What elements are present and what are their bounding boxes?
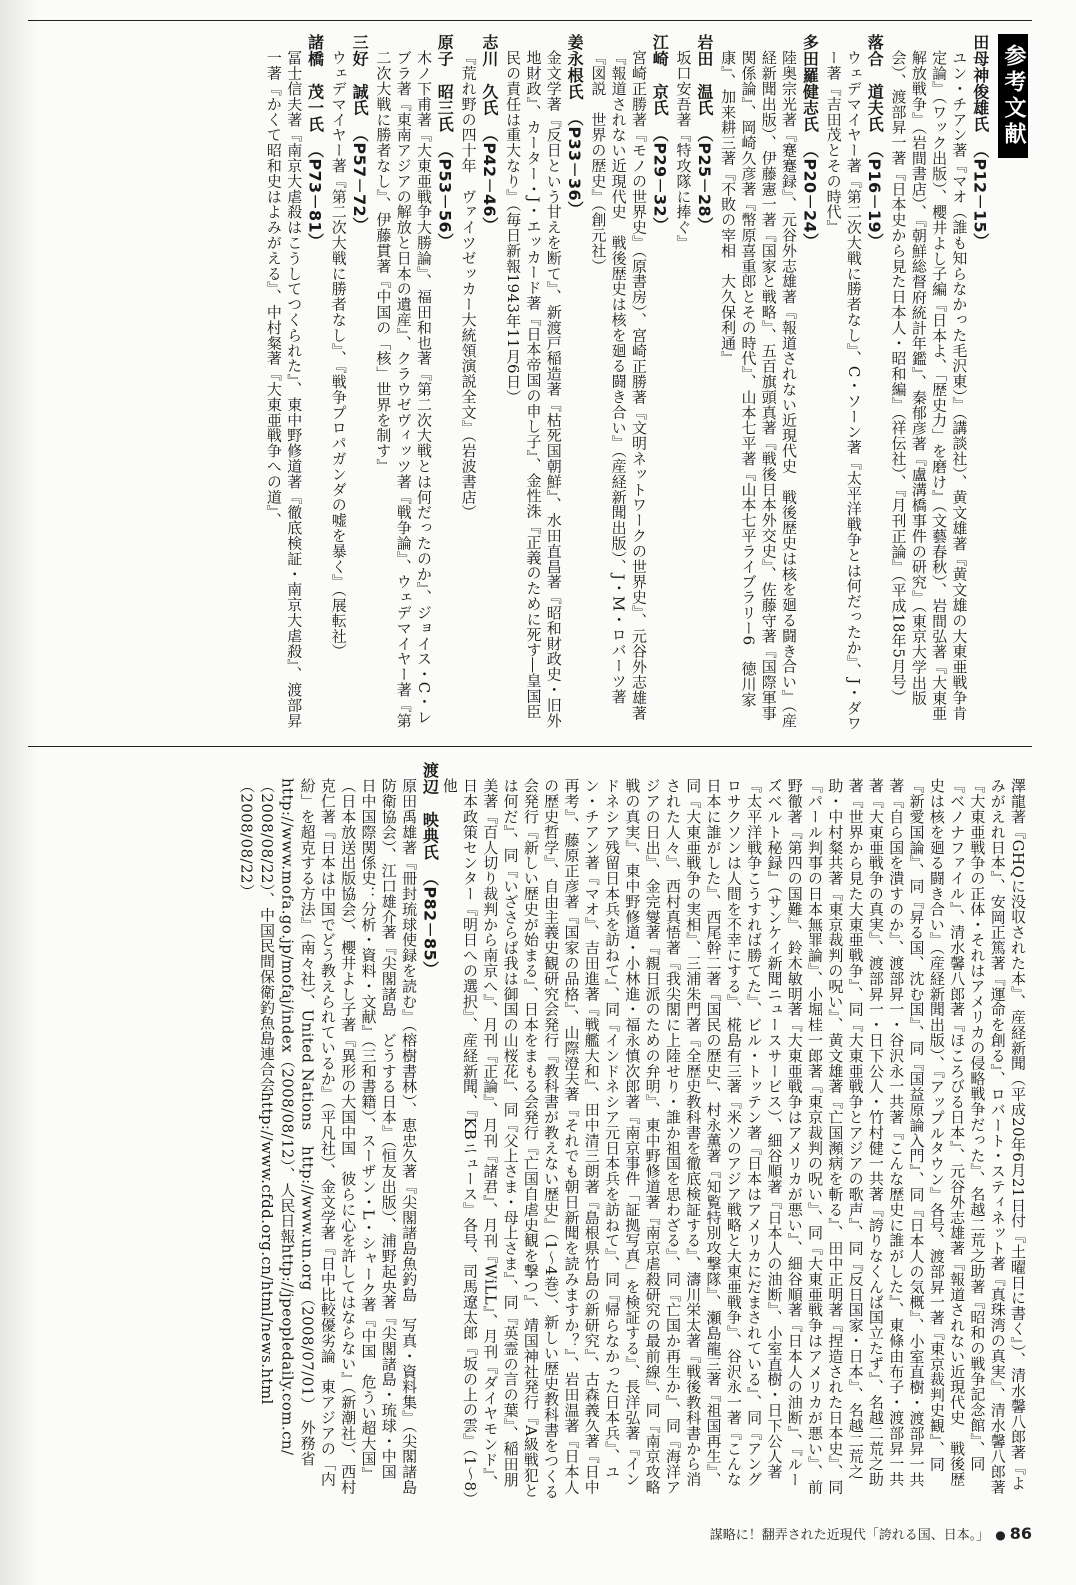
reference-entry <box>458 34 499 734</box>
reference-entry <box>503 34 584 734</box>
reference-entry <box>588 34 669 734</box>
page-footer <box>710 1524 1032 1543</box>
reference-entry <box>264 34 325 734</box>
bullet-icon: ● <box>995 1528 1006 1542</box>
reference-entries <box>264 34 990 734</box>
entry-works: 『荒れ野の四十年 ヴァイツゼッカー大統領演説全文』（岩波書店） <box>459 50 478 520</box>
entry-author: 多田羅健志氏（P20－24） <box>800 34 820 250</box>
entry-author: 落合 道夫氏（P16－19） <box>865 34 885 250</box>
entry-author: 姜永根氏（P33－36） <box>565 34 585 218</box>
entry-author: 江崎 京氏（P29－32） <box>650 34 670 234</box>
entry-author: 田母神俊雄氏（P12－15） <box>970 34 990 250</box>
page-shadow <box>0 0 40 1585</box>
entry-author: 原子 昭三氏（P53－56） <box>435 34 455 250</box>
entry-works: 金文学著『反日という甘えを断て』、新渡戸稲造著『枯死国朝鮮』、水田直昌著『昭和財政史・旧外地財政』、カーター・J・エッカード著『日本帝国の申し子』、金性洙『正義のために死す―皇国臣民の責任は重大なり』（毎日新報1943年11月6日） <box>504 50 563 728</box>
entry-works: 坂口安吾著『特攻隊に捧ぐ』 <box>674 50 693 251</box>
references-bottom-section <box>38 762 1028 1502</box>
entry-works: 木ノ下甫著『大東亜戦争大勝論』、福田和也著『第二次大戦とは何だったのか』、ジョイス・C・レブラ著『東南アジアの解放と日本の遺産』、クラウゼヴィッツ著『戦争論』、ウェデマイヤー著『第二次大戦に勝者なし』、伊藤貫著『中国の「核」世界を制す』 <box>374 50 433 728</box>
entry-works: 原田禹雄著『冊封琉球使録を読む』（榕樹書林）、恵忠久著『尖閣諸島魚釣島 写真・資料集』（尖閣諸島防衛協会）、江口雄介著『尖閣諸島 どうする日本』（恒友出版）、浦野起央著『尖閣諸島・琉球・中国 日中国際関係史：分析・資料・文献』（三和書籍）、スーザン・L・シャーク著『中国 危うい超大国』（日本放送出版協会）、櫻井よし子著『異形の大国中国 彼らに心を許してはならない』（新潮社）、西村克仁著『日本は中国でどう教えられているか』（平凡社）、金文学著『日中比較優劣論 東アジアの「内紛」を超克する方法』（南々社）、United Nations http://www.un.org（2008/07/01） 外務省http://www.mofa.go.jp/mofaj/index（2008/08/12）、人民日報http://jpeopledaily.com.cn/（2008/08/22）、中国民間保衛釣魚島連合会http://www.cfdd.org.cn/html/news.html（2008/08/22） <box>237 778 419 1495</box>
reference-entry <box>823 34 884 734</box>
reference-entry <box>373 34 454 734</box>
entry-author: 諸橋 茂一氏（P73－81） <box>305 34 325 250</box>
entry-author: 志川 久氏（P42－46） <box>479 34 499 234</box>
entry-works: 陸奥宗光著『蹇蹇録』、元谷外志雄著『報道されない近現代史 戦後歴史は核を廻る闘き合い』（産経新聞出版）、伊藤憲一著『国家と戦略』、五百旗頭真著『戦後日本外交史』、佐藤守著『国際軍事関係論』、岡崎久彦著『幣原喜重郎とその時代』、山本七平著『山本七平ライブラリー6 徳川家康』、加来耕三著『不敗の宰相 大久保利通』 <box>719 50 799 728</box>
reference-entry <box>718 34 819 734</box>
reference-entry <box>888 34 989 734</box>
entry-works: ユン・チアン著『マオ（誰も知らなかった毛沢東）』（講談社）、黄文雄著『黄文雄の大東亜戦争肯定論』（ワック出版）、櫻井よし子編『日本よ、「歴史力」を磨け』（文藝春秋）、岩間弘著『大東亜解放戦争』（岩間書店）、『朝鮮総督府統計年鑑』、秦郁彦著『盧溝橋事件の研究』（東京大学出版会）、渡部昇一著『日本史から見た日本人・昭和編』（祥伝社）、『月刊正論』（平成18年5月号） <box>889 50 969 721</box>
entry-author: 三好 誠氏（P57－72） <box>350 34 370 234</box>
entry-works: 冨士信夫著『南京大虐殺はこうしてつくられた』、東中野修道著『徹底検証・南京大虐殺』、渡部昇一著『かくて昭和史はよみがえる』、中村粲著『大東亜戦争への道』、 <box>264 50 304 728</box>
entry-works: 宮崎正勝著『モノの世界史』（原書房）、宮崎正勝著『文明ネットワークの世界史』、元谷外志雄著『報道されない近現代史 戦後歴史は核を廻る闘き合い』（産経新聞出版）、J・M・ロバーツ著『図説 世界の歴史』（創元社） <box>589 50 648 721</box>
footer-title: 謀略に！翻弄された近現代「誇れる国、日本。」 <box>709 1528 990 1543</box>
entry-works: ウェデマイヤー著『第二次大戦に勝者なし』、『戦争プロパガンダの嘘を暴く』（展転社） <box>329 50 348 659</box>
references-heading: 参考文献 <box>998 34 1028 158</box>
references-top-section <box>38 34 1028 734</box>
middle-rule <box>28 746 1032 747</box>
reference-entry <box>329 34 370 734</box>
entry-author: 岩田 温氏（P25－28） <box>694 34 714 234</box>
entry-works: ウェデマイヤー著『第二次大戦に勝者なし』、C・ソーン著『太平洋戦争とは何だったか』、J・ダワー著『吉田茂とその時代』 <box>824 50 863 731</box>
reference-entry <box>673 34 714 734</box>
reference-entry-watanabe <box>236 762 439 1502</box>
page-number: 86 <box>1009 1524 1032 1543</box>
continued-references: 澤龍著『GHQに没収された本』、産経新聞（平成20年6月21日付『土曜日に書く』）、清水馨八郎著『よみがえれ日本』、安岡正篤著『運命を創る』、ロバート・スティネット著『真珠湾の真実』、清水馨八郎著『大東亜戦争の正体・それはアメリカの侵略戦争だった』、名越二荒之助著『昭和の戦争記念館』、同『ベノナファイル』、清水馨八郎著『ほころびる日本』、元谷外志雄著『報道されない近現代史 戦後歴史は核を廻る闘き合い』（産経新聞出版）、『アップルタウン』各号、渡部昇一著『東京裁判史観』、同『新愛国論』、同『昇る国、沈む国』、同『国益原論入門』、同『日本人の気概』、小室直樹・渡部昇一共著『自ら国を潰すのか』、渡部昇一・谷沢永一共著『こんな歴史に誰がした』、東條由布子・渡部昇一共著『大東亜戦争の真実』、渡部昇一・日下公人・竹村健一共著『誇りなくんば国立たず』、名越二荒之助著『世界から見た大東亜戦争』、同『大東亜戦争とアジアの歌声』、同『反日国家・日本』、名越二荒之助・中村粲共著『東京裁判の呪い』、黄文雄著『亡国瀕病を斬る』、田中正明著『捏造された日本史』、同『パール判事の日本無罪論』、小堀桂一郎著『東京裁判の呪い』、同『大東亜戦争はアメリカが悪い』、前野徹著『第四の国難』、鈴木敏明著『大東亜戦争はアメリカが悪い』、細谷順著『日本人の油断』、『ルーズベルト秘録』（サンケイ新聞ニュースサービス）、細谷順著『日本人の油断』、小室直樹・日下公人著『太平洋戦争こうすれば勝てた』、ビル・トッテン著『日本はアメリカにだまされている』、同『アングロサクソンは人間を不幸にする』、椛島有三著『米ソのアジア戦略と大東亜戦争』、谷沢永一著『こんな日本に誰がした』、西尾幹二著『国民の歴史』、村永薫著『知覧特別攻撃隊』、瀬島龍三著『祖国再生』、同『大東亜戦争の実相』、三浦朱門著『全歴史教科書を徹底検証する』、濤川栄太著『戦後教科書から消された人々』、西村真悟著『我尖閣に上陸せり・誰か祖国を思わざる』、同『亡国か再生か』、同『海洋アジアの日出』、金完燮著『親日派のための弁明』、東中野修道著『南京虐殺研究の最前線』、同『南京攻略戦の真実』、東中野修道・小林進・福永慎次郎著『南京事件「証拠写真」を検証する』、長洋弘著『インドネシア残留日本兵を訪ねて』、同『インドネシア元日本兵を訪ねて』、同『帰らなかった日本兵』、ユン・チアン著『マオ』、吉田進著『戦艦大和』、田中清三朗著『島根県竹島の新研究』、古森義久著『日中再考』、藤原正彦著『国家の品格』、山際澄夫著『それでも朝日新聞を読みますか？』、岩田温著『日本人の歴史哲学』、自由主義史観研究会発行『教科書が教えない歴史』（1～4巻）、新しい歴史教科書をつくる会発行『新しい歴史が始まる』、日本をまもる会発行『亡国自虐史観を撃つ』、靖国神社発行『A級戦犯とは何だ』、同『いざさらば我は御国の山桜花』、同『父上さま・母上さま』、同『英霊の言の葉』、稲田朋美著『百人切り裁判から南京へ』、月刊『正論』、月刊『諸君』、月刊『WiLL』、月刊『ダイヤモンド』、日本政策センター『明日への選択』、産経新聞、『KBニュース』各号、司馬遼太郎『坂の上の雲』（1～8）他 <box>440 778 1027 1500</box>
entry-author: 渡辺 映典氏（P82－85） <box>420 762 440 978</box>
top-rule <box>28 20 1032 21</box>
